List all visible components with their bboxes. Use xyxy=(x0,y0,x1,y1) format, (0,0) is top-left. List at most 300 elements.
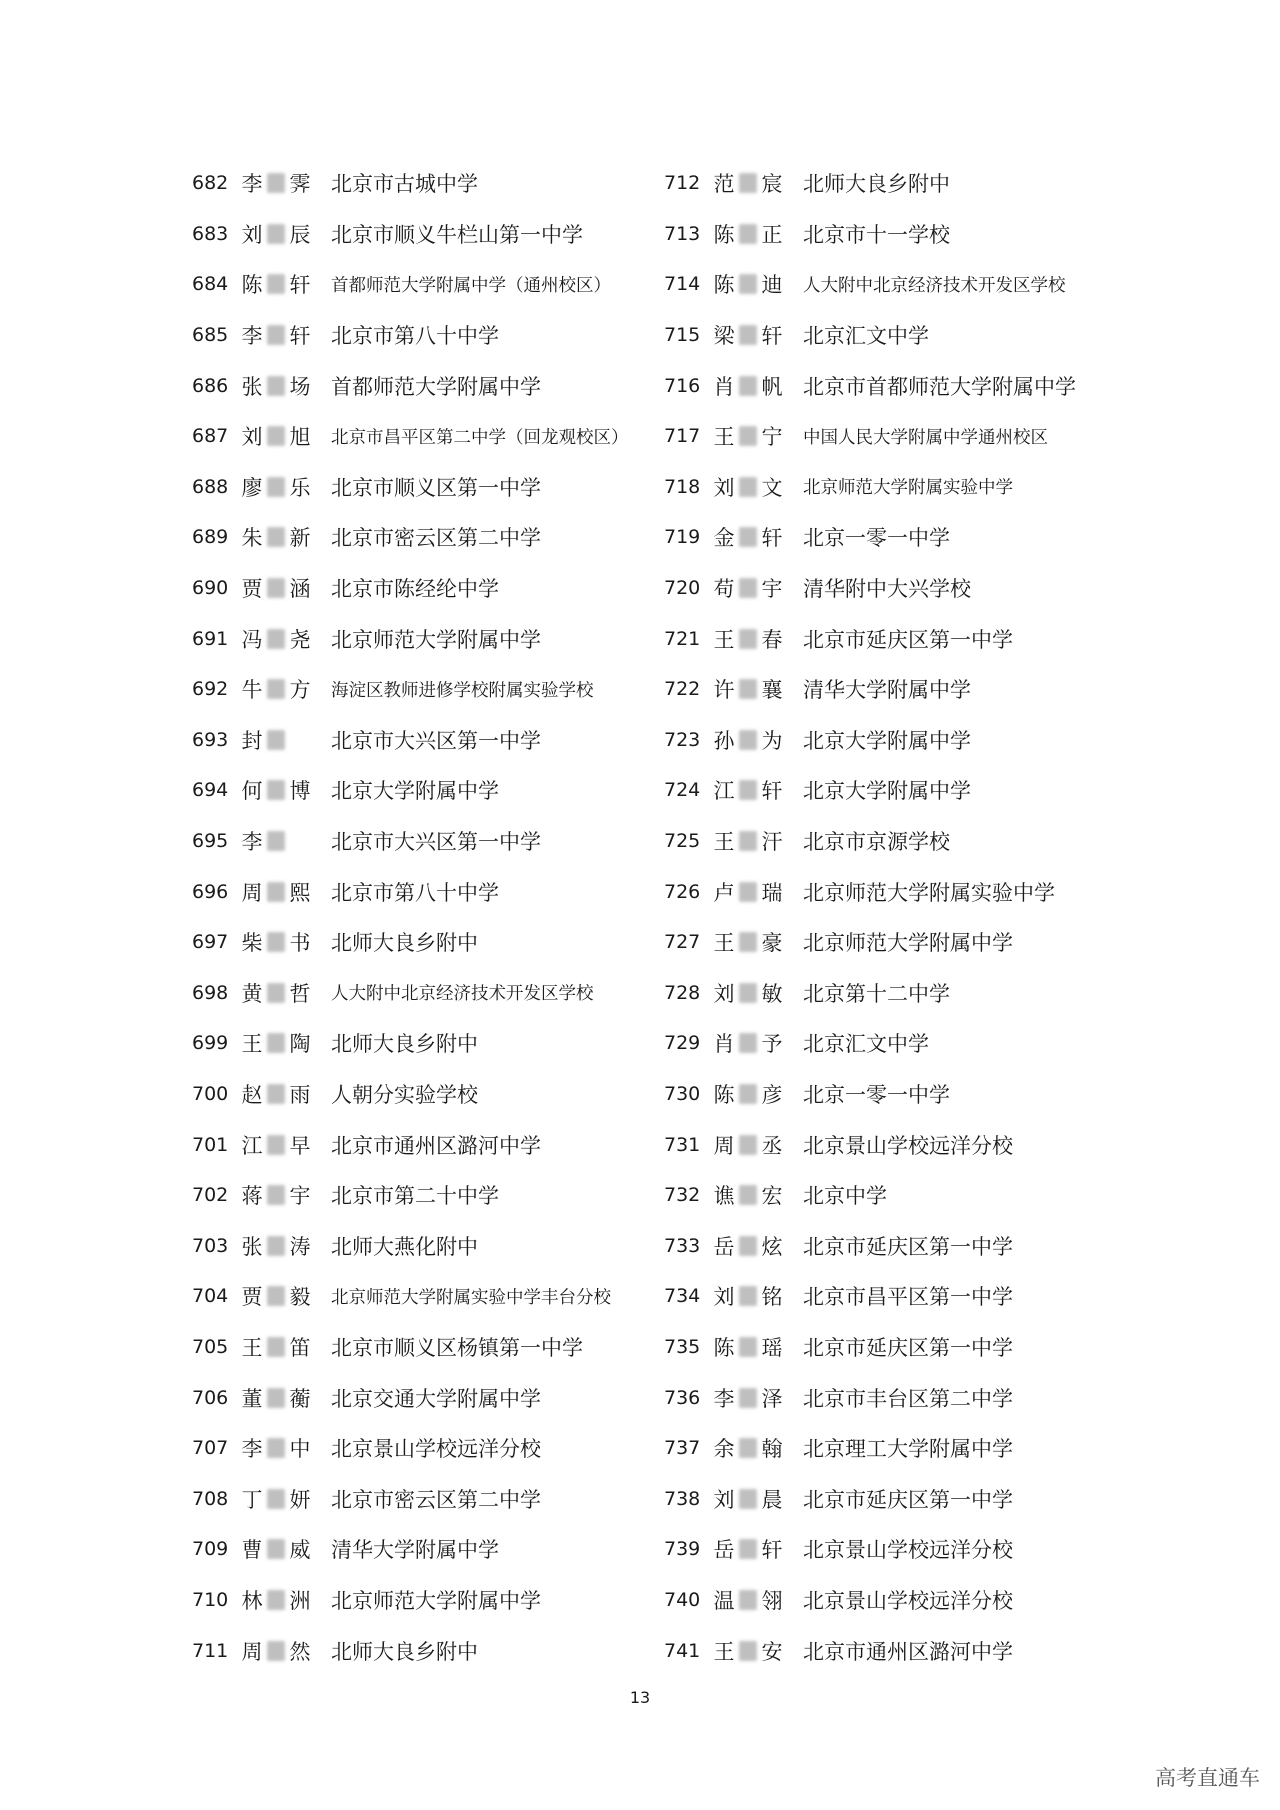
student-name xyxy=(240,1180,331,1210)
name-surname: 冯 xyxy=(241,627,263,652)
redacted-character xyxy=(739,1337,757,1357)
redacted-character xyxy=(739,882,757,902)
entry-number: 738 xyxy=(664,1487,701,1510)
name-surname: 陈 xyxy=(713,1082,735,1107)
name-surname: 温 xyxy=(713,1588,735,1613)
name-given: 洲 xyxy=(289,1588,311,1613)
list-item xyxy=(664,1170,1076,1221)
name-given: 熙 xyxy=(289,880,311,905)
name-given: 宇 xyxy=(761,577,783,602)
list-item xyxy=(664,715,1076,766)
redacted-character xyxy=(739,1388,757,1408)
redacted-character xyxy=(267,1286,285,1306)
redacted-character xyxy=(267,1539,285,1559)
name-surname: 王 xyxy=(713,830,735,855)
redacted-character xyxy=(739,1590,757,1610)
entry-number: 709 xyxy=(192,1538,229,1561)
name-surname: 金 xyxy=(713,526,735,551)
redacted-character xyxy=(739,527,757,547)
redacted-character xyxy=(739,629,757,649)
redacted-character xyxy=(267,932,285,952)
student-name xyxy=(712,1180,803,1210)
student-name xyxy=(712,472,803,502)
redacted-character xyxy=(267,1590,285,1610)
student-name xyxy=(240,674,331,704)
name-given: 新 xyxy=(289,526,311,551)
student-name xyxy=(712,1433,803,1463)
list-item xyxy=(664,968,1076,1019)
list-item xyxy=(664,1625,1076,1676)
redacted-character xyxy=(267,780,285,800)
name-surname: 卢 xyxy=(713,880,735,905)
list-item xyxy=(192,158,629,209)
school-name: 北京市顺义区杨镇第一中学 xyxy=(331,1335,583,1360)
name-given: 宏 xyxy=(761,1184,783,1209)
student-name xyxy=(240,219,331,249)
student-name xyxy=(240,1383,331,1413)
list-item xyxy=(664,1119,1076,1170)
list-item xyxy=(664,360,1076,411)
school-name: 北京市昌平区第二中学（回龙观校区） xyxy=(331,427,629,448)
entry-number: 720 xyxy=(664,577,701,600)
redacted-character xyxy=(739,426,757,446)
name-surname: 贾 xyxy=(241,1285,263,1310)
redacted-character xyxy=(739,224,757,244)
redacted-character xyxy=(739,477,757,497)
list-item xyxy=(192,310,629,361)
list-item xyxy=(664,1423,1076,1474)
redacted-character xyxy=(739,1084,757,1104)
school-name: 北京市密云区第二中学 xyxy=(331,1487,541,1512)
name-given: 雨 xyxy=(289,1082,311,1107)
name-surname: 刘 xyxy=(713,475,735,500)
entry-number: 741 xyxy=(664,1639,701,1662)
entry-number: 685 xyxy=(192,324,229,347)
name-surname: 陈 xyxy=(713,273,735,298)
school-name: 北京市首都师范大学附属中学 xyxy=(803,374,1076,399)
name-surname: 董 xyxy=(241,1386,263,1411)
student-name xyxy=(240,320,331,350)
name-surname: 曹 xyxy=(241,1538,263,1563)
school-name: 北京师范大学附属中学 xyxy=(803,931,1013,956)
school-name: 北京市顺义牛栏山第一中学 xyxy=(331,222,583,247)
student-name xyxy=(240,1332,331,1362)
name-surname: 李 xyxy=(241,830,263,855)
school-name: 北京师范大学附属实验中学 xyxy=(803,880,1055,905)
school-name: 首都师范大学附属中学 xyxy=(331,374,541,399)
name-surname: 肖 xyxy=(713,1032,735,1057)
list-item xyxy=(192,1625,629,1676)
school-name: 北京市陈经纶中学 xyxy=(331,577,499,602)
name-given: 宸 xyxy=(761,172,783,197)
list-item xyxy=(664,512,1076,563)
name-surname: 周 xyxy=(241,880,263,905)
name-surname: 王 xyxy=(241,1032,263,1057)
redacted-character xyxy=(267,730,285,750)
redacted-character xyxy=(267,679,285,699)
entry-number: 695 xyxy=(192,830,229,853)
redacted-character xyxy=(739,730,757,750)
school-name: 北师大燕化附中 xyxy=(331,1234,478,1259)
student-name xyxy=(712,624,803,654)
list-item xyxy=(664,917,1076,968)
entry-number: 727 xyxy=(664,931,701,954)
school-name: 北京汇文中学 xyxy=(803,324,929,349)
school-name: 清华大学附属中学 xyxy=(331,1538,499,1563)
list-item xyxy=(192,360,629,411)
name-given: 轩 xyxy=(761,1538,783,1563)
school-name: 北师大良乡附中 xyxy=(803,172,950,197)
student-name xyxy=(240,1636,331,1666)
entry-number: 700 xyxy=(192,1082,229,1105)
student-name xyxy=(240,1231,331,1261)
list-item xyxy=(664,816,1076,867)
name-given: 涛 xyxy=(289,1234,311,1259)
name-surname: 柴 xyxy=(241,931,263,956)
school-name: 北京市丰台区第二中学 xyxy=(803,1386,1013,1411)
name-given: 汗 xyxy=(761,830,783,855)
school-name: 清华附中大兴学校 xyxy=(803,577,971,602)
redacted-character xyxy=(267,629,285,649)
name-given: 毅 xyxy=(289,1285,311,1310)
list-item xyxy=(192,1372,629,1423)
list-item xyxy=(192,462,629,513)
student-name xyxy=(712,573,803,603)
name-surname: 周 xyxy=(713,1133,735,1158)
student-name xyxy=(240,1281,331,1311)
redacted-character xyxy=(739,173,757,193)
student-name xyxy=(712,522,803,552)
list-item xyxy=(192,1524,629,1575)
name-given: 哲 xyxy=(289,981,311,1006)
name-given: 春 xyxy=(761,627,783,652)
school-name: 北京市昌平区第一中学 xyxy=(803,1285,1013,1310)
list-item xyxy=(664,1524,1076,1575)
student-name xyxy=(712,269,803,299)
name-given: 文 xyxy=(761,475,783,500)
school-name: 北京市十一学校 xyxy=(803,222,950,247)
name-given: 涵 xyxy=(289,577,311,602)
redacted-character xyxy=(267,882,285,902)
redacted-character xyxy=(267,1641,285,1661)
name-given: 炫 xyxy=(761,1234,783,1259)
list-item xyxy=(192,411,629,462)
student-name xyxy=(712,775,803,805)
entry-number: 739 xyxy=(664,1538,701,1561)
school-name: 北京师范大学附属中学 xyxy=(331,627,541,652)
student-name xyxy=(712,1332,803,1362)
watermark: 高考直通车 xyxy=(1155,1766,1260,1790)
school-name: 北京市古城中学 xyxy=(331,172,478,197)
name-surname: 刘 xyxy=(713,981,735,1006)
list-item xyxy=(192,1119,629,1170)
school-name: 中国人民大学附属中学通州校区 xyxy=(803,427,1048,448)
entry-number: 726 xyxy=(664,880,701,903)
name-given: 泽 xyxy=(761,1386,783,1411)
list-item xyxy=(192,816,629,867)
student-name xyxy=(240,1079,331,1109)
school-name: 北京市顺义区第一中学 xyxy=(331,475,541,500)
entry-number: 689 xyxy=(192,526,229,549)
name-given: 晨 xyxy=(761,1487,783,1512)
student-name xyxy=(712,978,803,1008)
student-name xyxy=(240,1534,331,1564)
entry-number: 693 xyxy=(192,728,229,751)
name-given: 铭 xyxy=(761,1285,783,1310)
student-name xyxy=(240,1433,331,1463)
school-name: 人朝分实验学校 xyxy=(331,1082,478,1107)
list-item xyxy=(664,310,1076,361)
entry-number: 684 xyxy=(192,273,229,296)
entry-number: 722 xyxy=(664,678,701,701)
name-surname: 江 xyxy=(713,779,735,804)
entry-number: 708 xyxy=(192,1487,229,1510)
list-item xyxy=(192,968,629,1019)
school-name: 北京师范大学附属中学 xyxy=(331,1588,541,1613)
school-name: 北京景山学校远洋分校 xyxy=(331,1437,541,1462)
list-item xyxy=(664,411,1076,462)
name-surname: 刘 xyxy=(713,1487,735,1512)
list-item xyxy=(192,664,629,715)
student-name xyxy=(240,1585,331,1615)
list-item xyxy=(192,917,629,968)
name-given: 方 xyxy=(289,678,311,703)
school-name: 北京市通州区潞河中学 xyxy=(331,1133,541,1158)
name-surname: 刘 xyxy=(713,1285,735,1310)
name-surname: 贾 xyxy=(241,577,263,602)
redacted-character xyxy=(267,1084,285,1104)
name-given: 博 xyxy=(289,779,311,804)
name-given: 安 xyxy=(761,1639,783,1664)
list-item xyxy=(192,715,629,766)
school-name: 北京市大兴区第一中学 xyxy=(331,728,541,753)
school-name: 北京景山学校远洋分校 xyxy=(803,1133,1013,1158)
name-given: 豪 xyxy=(761,931,783,956)
entry-number: 730 xyxy=(664,1082,701,1105)
redacted-character xyxy=(739,325,757,345)
entry-number: 686 xyxy=(192,374,229,397)
entry-number: 712 xyxy=(664,172,701,195)
student-name xyxy=(712,1281,803,1311)
student-name xyxy=(712,1585,803,1615)
entry-number: 699 xyxy=(192,1032,229,1055)
student-name xyxy=(712,927,803,957)
entry-number: 736 xyxy=(664,1386,701,1409)
redacted-character xyxy=(267,1185,285,1205)
school-name: 北京师范大学附属实验中学 xyxy=(803,478,1013,499)
name-given: 宁 xyxy=(761,425,783,450)
list-item xyxy=(664,866,1076,917)
student-name xyxy=(712,877,803,907)
list-item xyxy=(664,1271,1076,1322)
school-name: 北京市京源学校 xyxy=(803,830,950,855)
redacted-character xyxy=(739,274,757,294)
right-column xyxy=(664,158,1076,1676)
name-surname: 封 xyxy=(241,728,263,753)
name-surname: 王 xyxy=(241,1335,263,1360)
name-surname: 谯 xyxy=(713,1184,735,1209)
entry-number: 705 xyxy=(192,1335,229,1358)
list-item xyxy=(192,512,629,563)
list-item xyxy=(664,259,1076,310)
entry-number: 710 xyxy=(192,1588,229,1611)
student-name xyxy=(240,522,331,552)
name-surname: 朱 xyxy=(241,526,263,551)
student-name xyxy=(240,927,331,957)
redacted-character xyxy=(267,1337,285,1357)
student-name xyxy=(712,1534,803,1564)
entry-number: 703 xyxy=(192,1234,229,1257)
student-name xyxy=(712,674,803,704)
list-item xyxy=(192,1322,629,1373)
entry-number: 737 xyxy=(664,1437,701,1460)
school-name: 北京大学附属中学 xyxy=(803,779,971,804)
entry-number: 692 xyxy=(192,678,229,701)
redacted-character xyxy=(267,527,285,547)
student-name xyxy=(712,1028,803,1058)
entry-number: 683 xyxy=(192,222,229,245)
redacted-character xyxy=(739,1539,757,1559)
student-name xyxy=(240,421,331,451)
name-surname: 王 xyxy=(713,627,735,652)
redacted-character xyxy=(267,983,285,1003)
school-name: 北师大良乡附中 xyxy=(331,1032,478,1057)
name-given: 正 xyxy=(761,222,783,247)
name-given: 宇 xyxy=(289,1184,311,1209)
name-surname: 江 xyxy=(241,1133,263,1158)
redacted-character xyxy=(739,1641,757,1661)
student-name xyxy=(712,1383,803,1413)
name-given: 霁 xyxy=(289,172,311,197)
name-given: 妍 xyxy=(289,1487,311,1512)
redacted-character xyxy=(267,325,285,345)
list-item xyxy=(192,1473,629,1524)
name-given: 蘅 xyxy=(289,1386,311,1411)
entry-number: 701 xyxy=(192,1133,229,1156)
name-given: 尧 xyxy=(289,627,311,652)
school-name: 北京景山学校远洋分校 xyxy=(803,1588,1013,1613)
entry-number: 694 xyxy=(192,779,229,802)
name-surname: 周 xyxy=(241,1639,263,1664)
entry-number: 713 xyxy=(664,222,701,245)
student-name xyxy=(240,472,331,502)
entry-number: 715 xyxy=(664,324,701,347)
student-name xyxy=(712,320,803,350)
school-name: 北京第十二中学 xyxy=(803,981,950,1006)
list-item xyxy=(192,1069,629,1120)
name-given: 早 xyxy=(289,1133,311,1158)
school-name: 北师大良乡附中 xyxy=(331,1639,478,1664)
name-given: 然 xyxy=(289,1639,311,1664)
name-surname: 余 xyxy=(713,1437,735,1462)
redacted-character xyxy=(739,932,757,952)
name-surname: 李 xyxy=(241,324,263,349)
list-item xyxy=(664,158,1076,209)
school-name: 北京大学附属中学 xyxy=(331,779,499,804)
student-name xyxy=(240,624,331,654)
name-given: 场 xyxy=(289,374,311,399)
redacted-character xyxy=(267,1438,285,1458)
redacted-character xyxy=(267,1135,285,1155)
redacted-character xyxy=(267,426,285,446)
student-name xyxy=(712,421,803,451)
name-given: 旭 xyxy=(289,425,311,450)
school-name: 北师大良乡附中 xyxy=(331,931,478,956)
entry-number: 734 xyxy=(664,1285,701,1308)
list-item xyxy=(664,563,1076,614)
name-surname: 李 xyxy=(241,172,263,197)
school-name: 北京市第二十中学 xyxy=(331,1184,499,1209)
school-name: 北京一零一中学 xyxy=(803,1082,950,1107)
entry-number: 696 xyxy=(192,880,229,903)
entry-number: 711 xyxy=(192,1639,229,1662)
student-name xyxy=(240,573,331,603)
student-name xyxy=(240,1484,331,1514)
school-name: 北京市第八十中学 xyxy=(331,880,499,905)
name-surname: 林 xyxy=(241,1588,263,1613)
name-surname: 许 xyxy=(713,678,735,703)
name-given: 为 xyxy=(761,728,783,753)
name-surname: 丁 xyxy=(241,1487,263,1512)
redacted-character xyxy=(739,780,757,800)
school-name: 北京市通州区潞河中学 xyxy=(803,1639,1013,1664)
name-surname: 廖 xyxy=(241,475,263,500)
name-given: 瑞 xyxy=(761,880,783,905)
student-name xyxy=(240,877,331,907)
school-name: 人大附中北京经济技术开发区学校 xyxy=(803,275,1066,296)
name-given: 辰 xyxy=(289,222,311,247)
entry-number: 721 xyxy=(664,627,701,650)
school-name: 北京大学附属中学 xyxy=(803,728,971,753)
list-item xyxy=(664,1322,1076,1373)
school-name: 北京师范大学附属实验中学丰台分校 xyxy=(331,1287,611,1308)
student-name xyxy=(712,725,803,755)
student-name xyxy=(712,371,803,401)
student-name xyxy=(712,168,803,198)
name-surname: 黄 xyxy=(241,981,263,1006)
entry-number: 716 xyxy=(664,374,701,397)
redacted-character xyxy=(739,1236,757,1256)
student-name xyxy=(712,1231,803,1261)
name-given: 敏 xyxy=(761,981,783,1006)
redacted-character xyxy=(739,578,757,598)
list-item xyxy=(192,259,629,310)
redacted-character xyxy=(739,1135,757,1155)
redacted-character xyxy=(739,983,757,1003)
redacted-character xyxy=(739,831,757,851)
entry-number: 733 xyxy=(664,1234,701,1257)
entry-number: 728 xyxy=(664,981,701,1004)
name-surname: 岳 xyxy=(713,1538,735,1563)
list-item xyxy=(664,462,1076,513)
name-given: 帆 xyxy=(761,374,783,399)
redacted-character xyxy=(739,1489,757,1509)
name-surname: 牛 xyxy=(241,678,263,703)
name-surname: 李 xyxy=(713,1386,735,1411)
list-item xyxy=(664,209,1076,260)
list-item xyxy=(664,1069,1076,1120)
name-surname: 蒋 xyxy=(241,1184,263,1209)
entry-number: 718 xyxy=(664,475,701,498)
list-item xyxy=(192,1423,629,1474)
name-surname: 岳 xyxy=(713,1234,735,1259)
redacted-character xyxy=(739,1033,757,1053)
list-item xyxy=(192,1271,629,1322)
name-given: 翰 xyxy=(761,1437,783,1462)
student-name xyxy=(240,1130,331,1160)
name-given: 书 xyxy=(289,931,311,956)
list-item xyxy=(192,613,629,664)
